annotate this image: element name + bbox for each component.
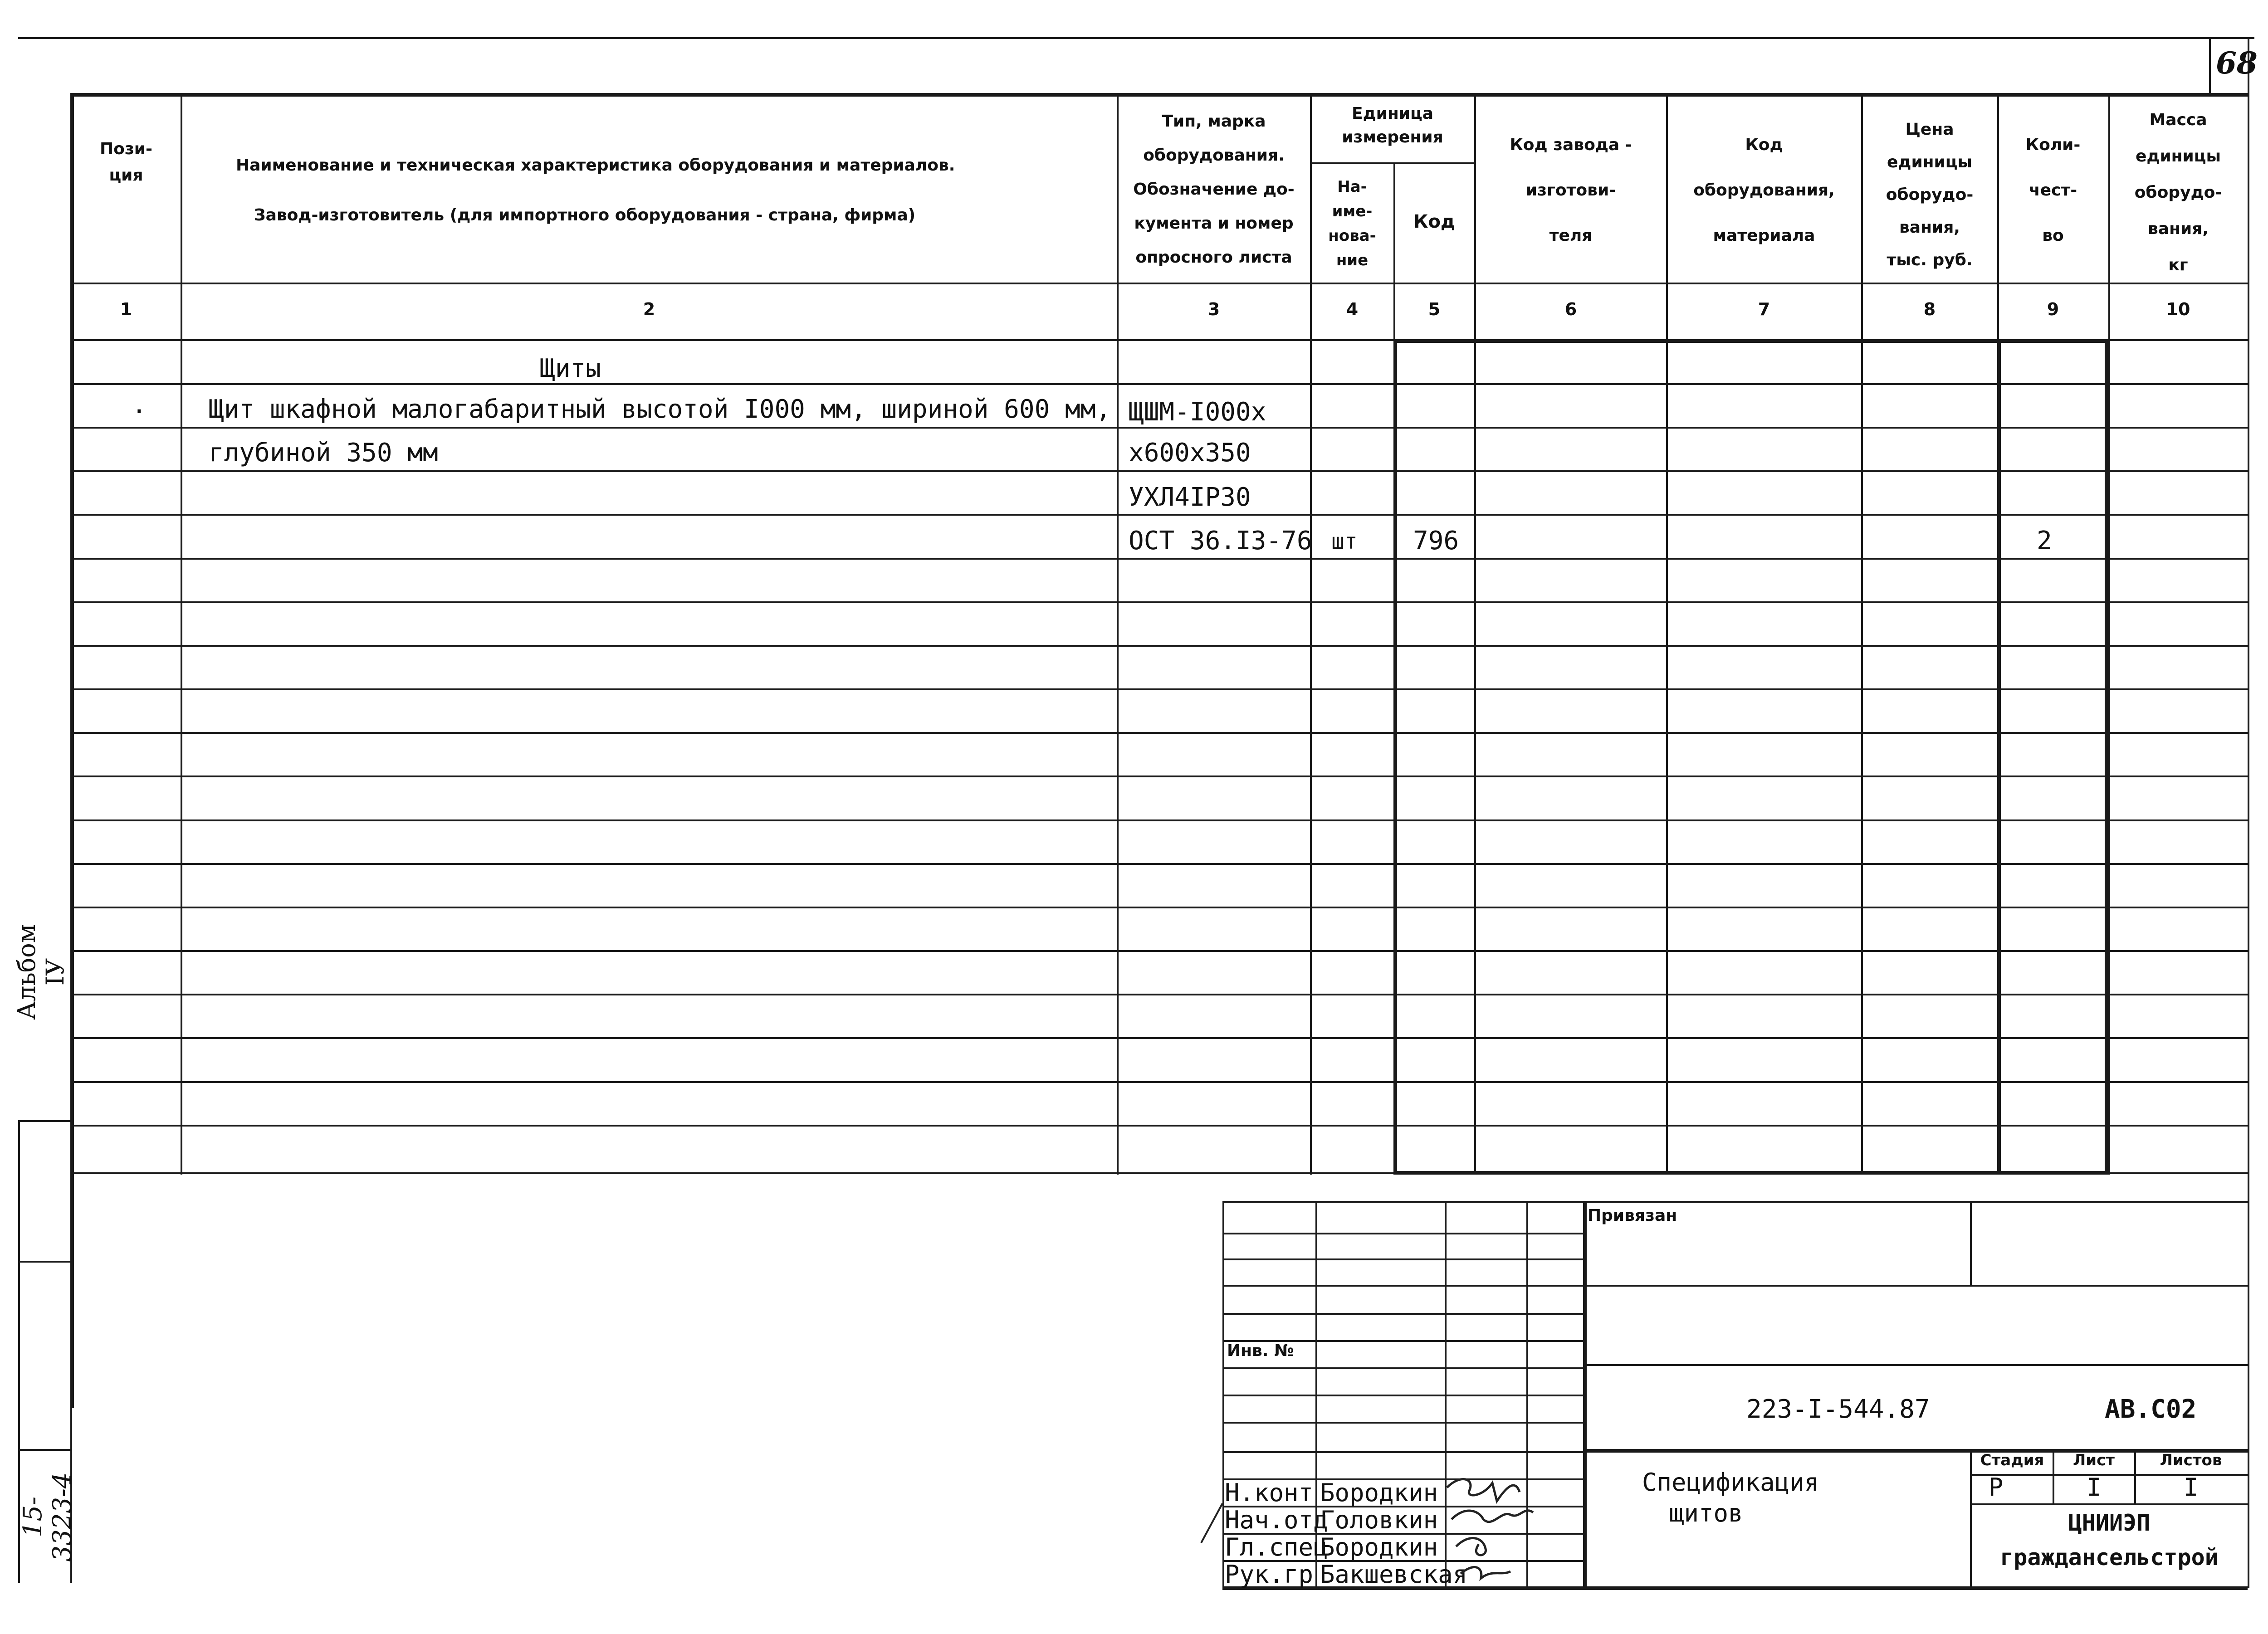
signature-role: Гл.спец <box>1225 1533 1328 1561</box>
header-col10: Масса единицы оборудо- вания, кг <box>2134 111 2222 274</box>
privyazan-divider <box>1970 1201 1972 1285</box>
body-frame-top <box>1393 339 2108 343</box>
body-frame-mid <box>1997 339 2001 1174</box>
row-type: ЩШМ-I000x <box>1129 397 1266 427</box>
colnum-1: 1 <box>120 299 132 319</box>
organization-name: ЦНИИЭП граждансельстрой <box>2000 1510 2219 1571</box>
side-strip-mid1 <box>18 1261 70 1263</box>
row-line <box>70 1037 2248 1039</box>
signature-name: Головкин <box>1320 1506 1438 1534</box>
row-type: x600x350 <box>1129 438 1251 468</box>
tb-grid-row <box>1222 1367 1583 1369</box>
side-strip-mid2 <box>18 1449 70 1451</box>
sheet-code: АВ.С02 <box>2105 1395 2197 1424</box>
row-line <box>70 776 2248 777</box>
side-stamp-number: 15-3323-4 <box>18 1472 77 1562</box>
row-line <box>70 907 2248 908</box>
header-col8: Цена единицы оборудо- вания, тыс. руб. <box>1886 120 1974 269</box>
row-line <box>70 819 2248 821</box>
row-name: глубиной 350 мм <box>209 438 438 468</box>
row-line <box>70 863 2248 865</box>
row-line <box>70 558 2248 560</box>
stage-value: Р <box>1988 1473 2004 1502</box>
signature-name: Бородкин <box>1320 1533 1438 1561</box>
row-line <box>70 1081 2248 1083</box>
row-section-title: Щиты <box>540 354 601 383</box>
signature-role: Н.конт <box>1225 1478 1314 1507</box>
stage-table-col <box>2134 1449 2136 1503</box>
row-type: УХЛ4IР30 <box>1129 483 1251 512</box>
row-line <box>70 1125 2248 1127</box>
tb-grid-row <box>1222 1285 1583 1287</box>
row-line <box>70 688 2248 690</box>
colnum-10: 10 <box>2166 299 2190 319</box>
side-album-label: Альбом IУ <box>12 924 69 1020</box>
header-col5: Код <box>1413 211 1456 232</box>
colnum-2: 2 <box>643 299 655 319</box>
signature-role: Нач.отд <box>1225 1506 1328 1534</box>
inv-number-label: Инв. № <box>1227 1341 1294 1360</box>
header-col4: На- име- нова- ние <box>1328 178 1376 269</box>
colnum-3: 3 <box>1207 299 1220 319</box>
colnum-7: 7 <box>1758 299 1770 319</box>
tb-right-line-1 <box>1583 1285 2248 1287</box>
row-type: ОСТ 36.I3-76 <box>1129 526 1312 556</box>
row-line <box>70 601 2248 603</box>
signature-name: Бородкин <box>1320 1478 1438 1507</box>
row-line <box>70 732 2248 734</box>
stage-table-col <box>2053 1449 2054 1503</box>
header-col1: Пози- ция <box>100 140 152 185</box>
row-line <box>70 514 2248 516</box>
colnum-4: 4 <box>1346 299 1359 319</box>
row-quantity: 2 <box>2037 526 2052 556</box>
tb-grid-row <box>1222 1233 1583 1234</box>
row-name: Щит шкафной малогабаритный высотой I000 мм, шириной 600 мм, <box>209 395 1111 424</box>
signature-name: Бакшевская <box>1320 1560 1468 1589</box>
row-line <box>70 470 2248 472</box>
colnum-9: 9 <box>2047 299 2059 319</box>
sheet-label: Лист <box>2073 1451 2115 1469</box>
row-unit: шт <box>1331 529 1358 554</box>
col-line-2 <box>1117 93 1119 1175</box>
tb-grid-col-main <box>1583 1201 1587 1586</box>
header-col3: Тип, марка оборудования. Обозначение до- кумента и номер опросного листа <box>1133 112 1295 267</box>
header-col9: Коли- чест- во <box>2025 136 2081 245</box>
tb-grid-row <box>1222 1258 1583 1260</box>
colnum-8: 8 <box>1923 299 1936 319</box>
colnum-5: 5 <box>1428 299 1441 319</box>
row-line <box>70 950 2248 952</box>
privyazan-label: Привязан <box>1588 1206 1677 1225</box>
right-frame-line <box>2248 37 2249 1588</box>
header-col2: Наименование и техническая характеристика оборудования и материалов. Завод-изготовитель (для импортного оборудования - страна, фирма) <box>236 156 955 224</box>
sheets-value: I <box>2183 1473 2199 1502</box>
tb-grid-row <box>1222 1395 1583 1396</box>
page-number: 68 <box>2216 45 2258 81</box>
stage-label: Стадия <box>1980 1451 2044 1469</box>
row-line <box>70 1172 2248 1174</box>
row-position: . <box>132 390 147 419</box>
top-border-line <box>18 37 2254 39</box>
signature-role: Рук.гр <box>1225 1560 1314 1589</box>
colnum-6: 6 <box>1564 299 1577 319</box>
row-line <box>70 383 2248 385</box>
tb-grid-row <box>1222 1451 1583 1453</box>
tb-top-line <box>1222 1201 2248 1203</box>
page-number-box-left <box>2209 37 2211 94</box>
sheets-label: Листов <box>2160 1451 2222 1469</box>
body-frame-right <box>2105 339 2108 1174</box>
handwritten-signatures <box>1442 1469 1547 1587</box>
unit-group-line <box>1310 162 1474 164</box>
row-code: 796 <box>1413 526 1459 556</box>
header-col7: Код оборудования, материала <box>1693 136 1835 245</box>
document-title: Спецификация щитов <box>1642 1468 1819 1527</box>
row-line <box>70 994 2248 995</box>
tb-grid-row <box>1222 1313 1583 1315</box>
header-col6: Код завода - изготови- теля <box>1510 136 1632 245</box>
tb-right-line-2 <box>1583 1364 2248 1366</box>
body-frame-left <box>1393 339 1397 1174</box>
tb-grid-row <box>1222 1422 1583 1424</box>
stage-table-row <box>1970 1503 2248 1505</box>
header-bottom-line <box>70 283 2248 284</box>
side-strip-top <box>18 1120 70 1122</box>
document-number: 223-I-544.87 <box>1746 1395 1930 1424</box>
table-top-border <box>70 93 2248 97</box>
header-unit-group: Единица измерения <box>1342 104 1443 146</box>
row-line <box>70 427 2248 429</box>
margin-pencil-mark <box>1198 1501 1225 1546</box>
row-line <box>70 645 2248 647</box>
col-line-1 <box>181 93 182 1175</box>
sheet-value: I <box>2086 1473 2102 1502</box>
